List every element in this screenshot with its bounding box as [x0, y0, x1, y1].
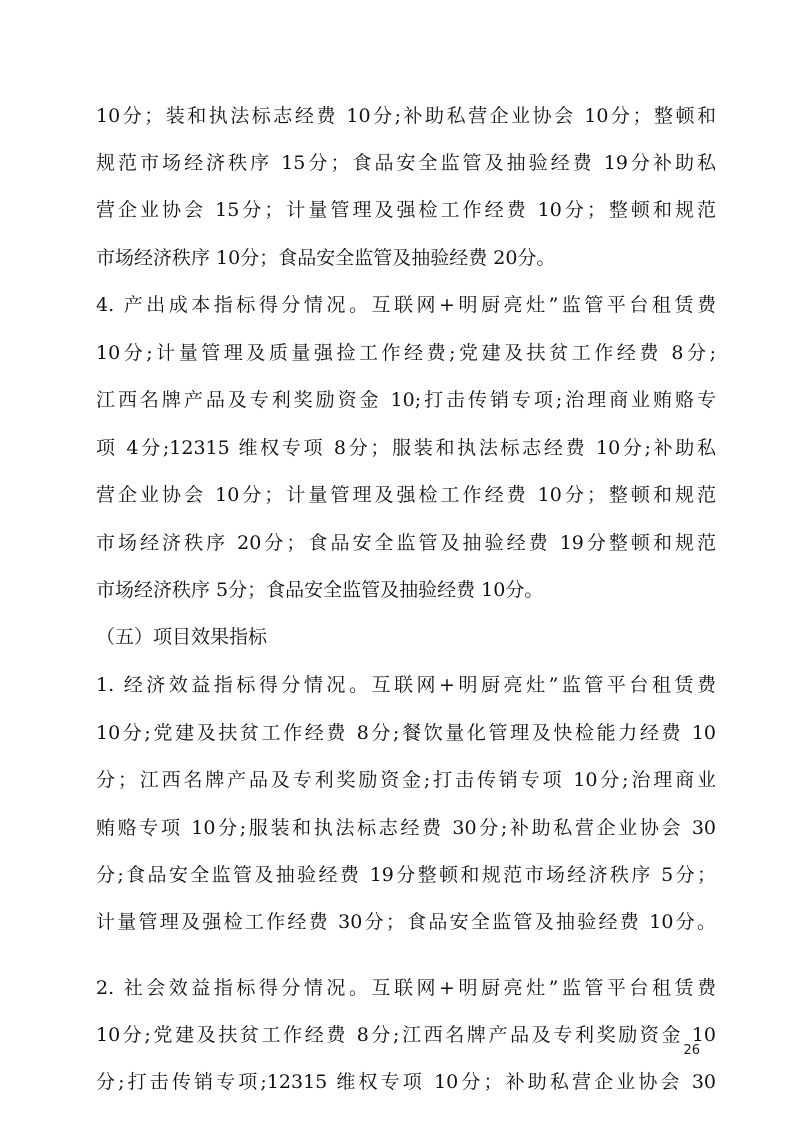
page-number: 26	[683, 1043, 700, 1058]
text-line-19: 2. 社会效益指标得分情况。互联网+明厨亮灶”监管平台租赁费	[96, 977, 716, 999]
text-line-1: 10分；装和执法标志经费 10分;补助私营企业协会 10分；整顿和	[96, 105, 716, 127]
text-line-14: 10分;党建及扶贫工作经费 8分;餐饮量化管理及快检能力经费 10	[96, 722, 716, 744]
text-line-8: 项 4分;12315 维权专项 8分；服装和执法标志经费 10分;补助私	[96, 437, 716, 459]
text-line-9: 营企业协会 10分；计量管理及强检工作经费 10分；整顿和规范	[96, 484, 716, 506]
text-line-20: 10分;党建及扶贫工作经费 8分;江西名牌产品及专利奖励资金 10	[96, 1024, 716, 1046]
text-line-5: 4. 产出成本指标得分情况。互联网+明厨亮灶”监管平台租赁费	[96, 294, 716, 316]
text-line-15: 分；江西名牌产品及专利奖励资金;打击传销专项 10分;治理商业	[96, 769, 716, 791]
text-line-4: 市场经济秩序 10分；食品安全监管及抽验经费 20分。	[96, 247, 556, 269]
text-line-10: 市场经济秩序 20分；食品安全监管及抽验经费 19分整顿和规范	[96, 532, 716, 554]
section-heading: （五）项目效果指标	[96, 626, 268, 648]
text-line-3: 营企业协会 15分；计量管理及强检工作经费 10分；整顿和规范	[96, 199, 716, 221]
text-line-11: 市场经济秩序 5分；食品安全监管及抽验经费 10分。	[96, 579, 544, 601]
text-line-17: 分;食品安全监管及抽验经费 19分整顿和规范市场经济秩序 5分；	[96, 864, 716, 886]
text-line-6: 10分;计量管理及质量强捡工作经费;党建及扶贫工作经费 8分;	[96, 342, 716, 364]
text-line-18: 计量管理及强检工作经费 30分；食品安全监管及抽验经费 10分。	[96, 911, 716, 933]
text-line-13: 1. 经济效益指标得分情况。互联网+明厨亮灶”监管平台租赁费	[96, 674, 716, 696]
text-line-21: 分;打击传销专项;12315 维权专项 10分；补助私营企业协会 30	[96, 1071, 716, 1093]
text-line-2: 规范市场经济秩序 15分；食品安全监管及抽验经费 19分补助私	[96, 152, 716, 174]
text-line-7: 江西名牌产品及专利奖励资金 10;打击传销专项;治理商业贿赂专	[96, 389, 716, 411]
text-line-16: 贿赂专项 10分;服装和执法标志经费 30分;补助私营企业协会 30	[96, 817, 716, 839]
